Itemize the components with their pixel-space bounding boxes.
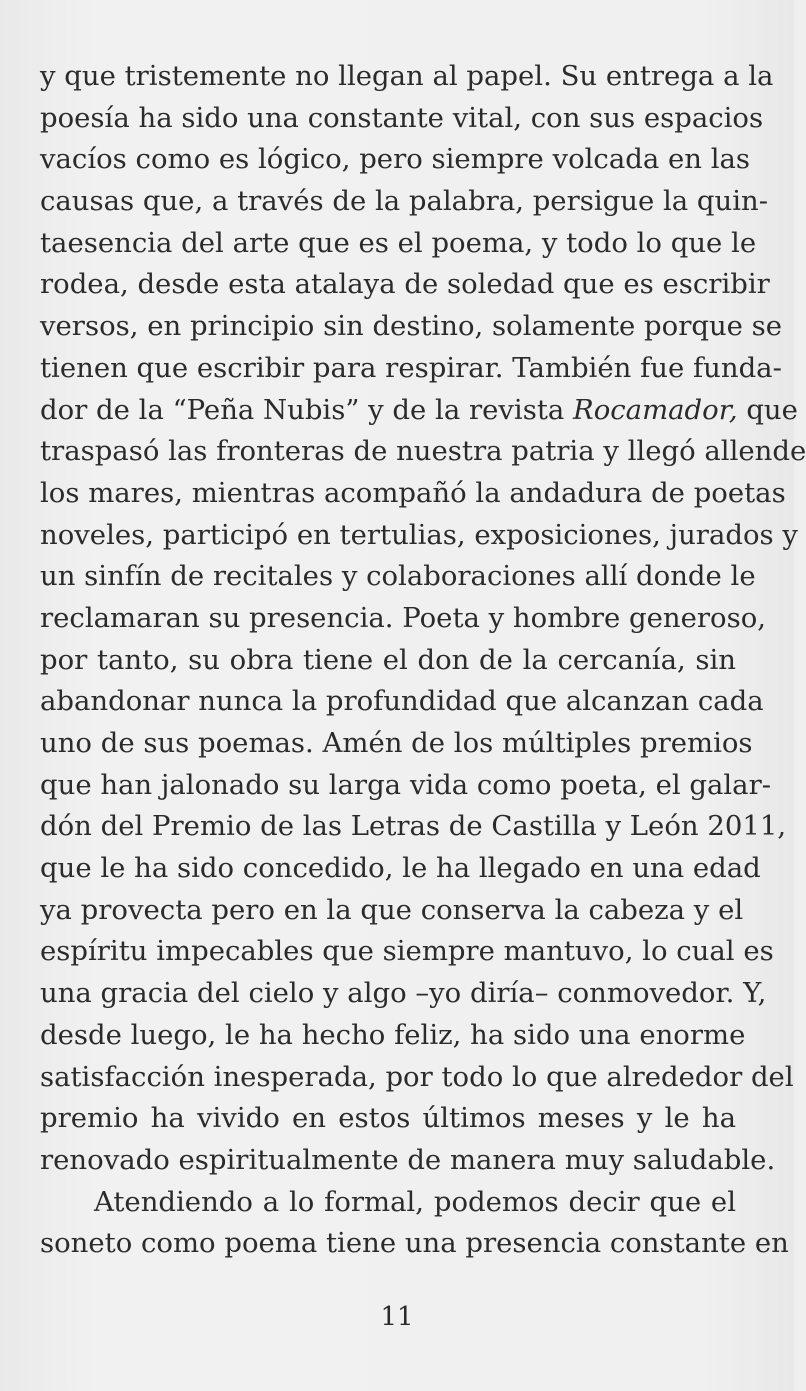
text-line: satisfacción inesperada, por todo lo que alrededor del: [40, 1060, 794, 1093]
text-line-tail: que: [737, 393, 798, 426]
text-line: que han jalonado su larga vida como poeta, el galar-: [40, 768, 772, 801]
text-line: los mares, mientras acompañó la andadura de poetas: [40, 476, 786, 509]
text-line: abandonar nunca la profundidad que alcanzan cada: [40, 685, 764, 718]
text-line: desde luego, le ha hecho feliz, ha sido una enorme: [40, 1018, 746, 1051]
text-line-head: dor de la “Peña Nubis” y de la revista: [40, 393, 574, 426]
text-line: versos, en principio sin destino, solamente porque se: [40, 310, 783, 343]
text-line: reclamaran su presencia. Poeta y hombre generoso,: [40, 601, 767, 634]
text-line: rodea, desde esta atalaya de soledad que es escribir: [40, 268, 770, 301]
text-line: noveles, participó en tertulias, exposiciones, jurados y: [40, 518, 798, 551]
text-line: traspasó las fronteras de nuestra patria y llegó allende: [40, 435, 806, 468]
paragraph-end-line: renovado espiritualmente de manera muy saludable.: [40, 1143, 776, 1176]
text-line: una gracia del cielo y algo –yo diría– conmovedor. Y,: [40, 977, 767, 1010]
text-line: un sinfín de recitales y colaboraciones allí donde le: [40, 560, 756, 593]
text-line: vacíos como es lógico, pero siempre volcada en las: [40, 143, 750, 176]
text-line: y que tristemente no llegan al papel. Su entrega a la: [40, 60, 774, 92]
text-line: tienen que escribir para respirar. También fue funda-: [40, 351, 782, 384]
page-number: 11: [380, 1302, 414, 1332]
text-line: que le ha sido concedido, le ha llegado en una edad: [40, 852, 761, 885]
text-line: taesencia del arte que es el poema, y todo lo que le: [40, 226, 757, 259]
magazine-title: Rocamador,: [573, 393, 738, 426]
text-line: ya provecta pero en la que conserva la cabeza y el: [40, 893, 744, 926]
text-line: causas que, a través de la palabra, persigue la quin-: [40, 185, 769, 218]
paragraph-start-line: Atendiendo a lo formal, podemos decir que el: [94, 1185, 736, 1218]
text-line: espíritu impecables que siempre mantuvo, lo cual es: [40, 935, 774, 968]
text-line: premio ha vivido en estos últimos meses y le ha: [40, 1102, 736, 1135]
text-line: soneto como poema tiene una presencia constante en: [40, 1227, 789, 1260]
body-text: [40, 56, 806, 1265]
text-line: dón del Premio de las Letras de Castilla y León 2011,: [40, 810, 787, 843]
text-line: uno de sus poemas. Amén de los múltiples premios: [40, 727, 753, 759]
text-line-with-title: [40, 390, 798, 432]
text-line: por tanto, su obra tiene el don de la cercanía, sin: [40, 643, 736, 676]
text-line: poesía ha sido una constante vital, con sus espacios: [40, 101, 764, 134]
